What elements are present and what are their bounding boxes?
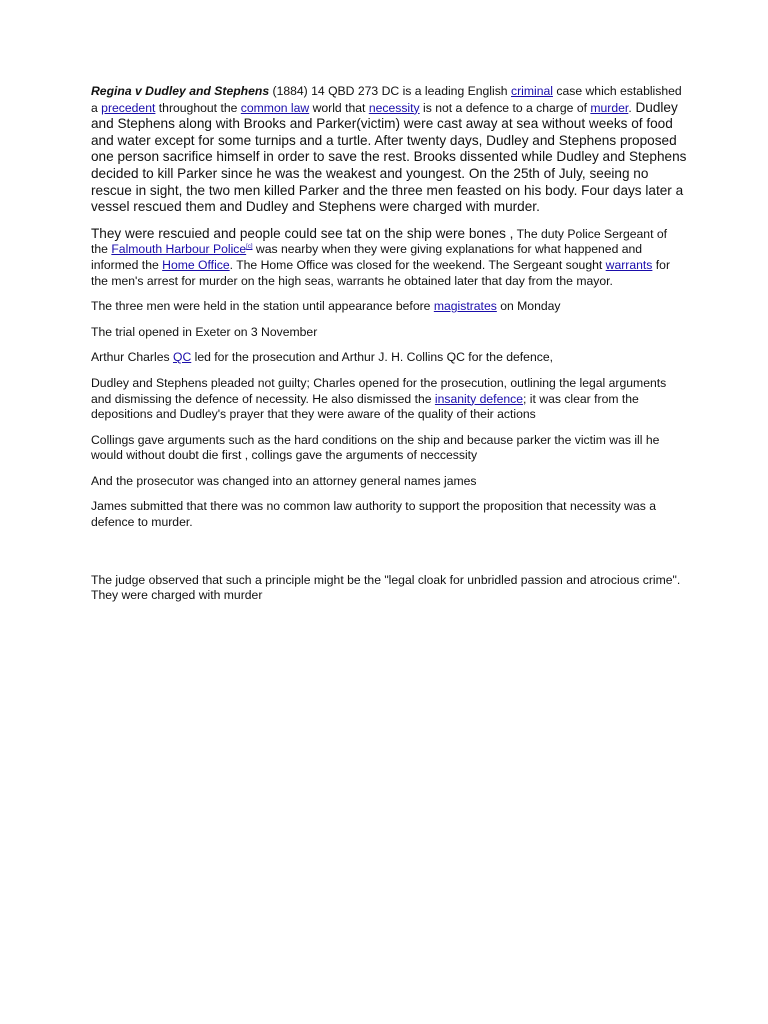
paragraph-prosecutor: And the prosecutor was changed into an attorney general names james [91,473,477,488]
link-qc[interactable]: QC [172,350,192,365]
text: Dudley and Stephens pleaded not guilty; Charles opened for the prosecution, outlining the legal arguments and dismissing the defence of necessity. He also dismissed the [91,375,667,406]
link-falmouth-harbour-police[interactable]: Falmouth Harbour Police [111,242,247,257]
text: Arthur Charles [91,350,173,365]
link-warrants[interactable]: warrants [605,257,653,272]
paragraph-held [91,299,687,315]
paragraph-rescue [91,226,687,289]
link-criminal[interactable]: criminal [510,84,553,98]
case-title: Regina v Dudley and Stephens [91,84,270,98]
text: . [628,100,632,115]
link-murder[interactable]: murder [590,100,629,115]
text: is not a defence to a charge of [419,100,591,115]
link-magistrates[interactable]: magistrates [433,299,497,314]
text-large: They were rescuied and people could see tat on the ship were bones , [91,225,514,241]
link-necessity[interactable]: necessity [368,100,420,115]
text: The three men were held in the station until appearance before [91,299,434,314]
link-common-law[interactable]: common law [240,100,310,115]
spacer [91,541,687,573]
paragraph-counsel [91,350,687,366]
paragraph-plea [91,376,687,423]
paragraph-trial: The trial opened in Exeter on 3 November [91,324,318,339]
paragraph-collings: Collings gave arguments such as the hard conditions on the ship and because parker the victim was ill he would without doubt die first , collings gave the arguments of neccessity [91,432,660,463]
paragraph-case-summary [91,84,687,216]
footnote-link[interactable]: [c] [246,244,253,251]
text: for the men's arrest for murder on the high seas, warrants he obtained later that day from the mayor. [91,257,670,288]
text: ; it was clear from the depositions and Dudley's prayer that they were aware of the quality of their actions [91,391,639,422]
text: led for the prosecution and Arthur J. H. Collins QC for the defence, [191,350,554,365]
text: (1884) 14 QBD 273 DC is a leading English [269,84,511,98]
text: . The Home Office was closed for the weekend. The Sergeant sought [229,257,606,272]
text-large: Dudley and Stephens along with Brooks and Parker(victim) were cast away at sea without weeks of food and water except for some turnips and a turtle. After twenty days, Dudley and Stephens proposed one person sacrifice himself in order to save the rest. Brooks dissented while Dudley and Stephens decided to kill Parker since he was the weakest and youngest. On the 25th of July, seeing no rescue in sight, the two men killed Parker and the three men feasted on his body. Four days later a vessel rescued them and Dudley and Stephens were charged with murder. [91,99,687,215]
link-insanity-defence[interactable]: insanity defence [434,391,524,406]
document-body [91,84,687,614]
text: The duty Police Sergeant of the [91,226,668,257]
paragraph-judge: The judge observed that such a principle might be the "legal cloak for unbridled passion and atrocious crime". They were charged with murder [91,572,681,603]
text: throughout the [155,100,241,115]
text: case which established a [91,84,682,115]
text: world that [309,100,369,115]
link-precedent[interactable]: precedent [101,100,156,115]
text: was nearby when they were giving explanations for what happened and informed the [91,242,643,272]
link-home-office[interactable]: Home Office [162,257,230,272]
paragraph-james: James submitted that there was no common law authority to support the proposition that necessity was a defence to murder. [91,499,656,530]
text: on Monday [496,299,561,314]
